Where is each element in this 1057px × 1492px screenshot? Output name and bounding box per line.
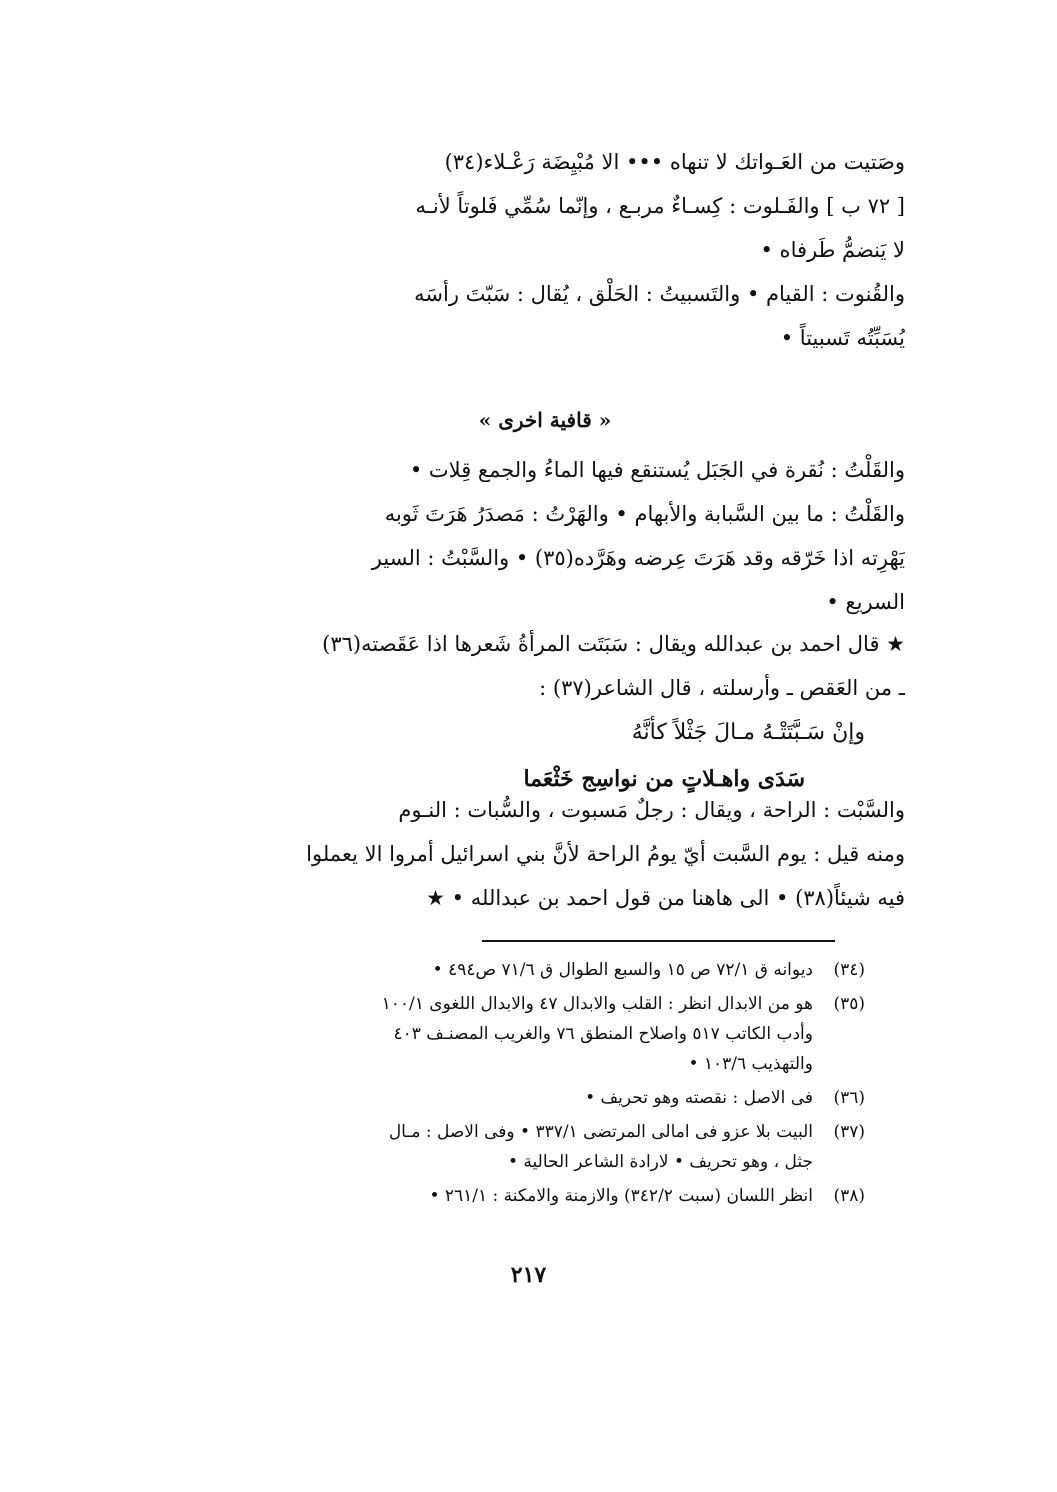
footnote-text — [185, 955, 813, 985]
footnote-line: جثل ، وهو تحريف • لارادة الشاعر الحالية • — [507, 1152, 813, 1172]
footnote-number: (٣٨) — [833, 1186, 865, 1206]
footnote-line: ديوانه ق ٧٢/١ ص ١٥ والسبع الطوال ق ٧١/٦ ص٤٩٤ • — [432, 960, 813, 980]
footnote-number: (٣٦) — [833, 1088, 865, 1108]
footnote-text — [185, 989, 813, 1079]
footnote-text — [185, 1083, 813, 1113]
text-line: ★ قال احمد بن عبدالله ويقال : سَبَتَت المرأةُ شَعرها اذا عَقَصته(٣٦) — [322, 632, 905, 656]
footnote-number: (٣٧) — [833, 1122, 865, 1142]
text-line: يَهْرِته اذا خَرّقه وقد هَرَتَ عِرضه وهَرَّده(٣٥) • والسَّبْتُ : السير — [371, 546, 905, 570]
text-line: والقَلْتُ : ما بين السَّبابة والأبهام • والهَرْتُ : مَصدَرُ هَرَتَ ثَوبه — [384, 502, 905, 526]
text-line: يُسَبِّتُه تَسبيتاً • — [780, 326, 905, 350]
footnote-line: هو من الابدال انظر : القلب والابدال ٤٧ والابدال اللغوى ١٠٠/١ — [381, 994, 813, 1014]
text-line: والسَّبْت : الراحة ، ويقال : رجلٌ مَسبوت ، والسُّبات : النـوم — [398, 798, 905, 822]
footnote — [185, 955, 865, 985]
poem-verse-second-hemistich: سَدَى واهـلاتٍ من نواسِج خَثْعَما — [523, 766, 805, 792]
footnote-separator — [482, 940, 835, 942]
poem-verse-first-hemistich: وإنْ سَـبَّتَتْـهُ مـالَ جَثْلاً كأنَّهُ — [631, 720, 865, 745]
text-line: فيه شيئاً(٣٨) • الى هاهنا من قول احمد بن عبدالله • ★ — [426, 886, 905, 910]
footnote-line: فى الاصل : نقصته وهو تحريف • — [585, 1088, 813, 1108]
footnote — [185, 1083, 865, 1113]
footnote-line: والتهذيب ١٠٣/٦ • — [688, 1054, 813, 1074]
text-line: [ ٧٢ ب ] والفَـلوت : كِسـاءٌ مربـع ، وإنّما سُمِّي فَلوتاً لأنـه — [415, 194, 905, 218]
footnote — [185, 1117, 865, 1177]
footnote-number: (٣٤) — [833, 960, 865, 980]
footnote-line: انظر اللسان (سبت ٣٤٢/٢) والازمنة والامكنة : ٢٦١/١ • — [429, 1186, 813, 1206]
text-line: لا يَنضمُّ طَرفاه • — [760, 238, 905, 262]
footnote-text — [185, 1117, 813, 1177]
section-heading: « قافية اخرى » — [478, 408, 612, 432]
footnote — [185, 1181, 865, 1211]
page-number: ٢١٧ — [510, 1262, 547, 1288]
text-line: والقَلْتُ : نُقرة في الجَبَل يُستنقع فيها الماءُ والجمع قِلات • — [409, 458, 905, 482]
paragraph-sabt — [185, 788, 905, 920]
text-line: ومنه قيل : يوم السَّبت أيّ يومُ الراحة لأنَّ بني اسرائيل أمروا الا يعملوا — [306, 842, 905, 866]
text-line: والقُنوت : القيام • والتَسبيتُ : الحَلْق ، يُقال : سَبّتَ رأسَه — [414, 282, 905, 306]
text-line: السريع • — [826, 590, 905, 614]
footnote — [185, 989, 865, 1079]
footnotes — [185, 955, 865, 1215]
text-line: ـ من العَقص ـ وأرسلته ، قال الشاعر(٣٧) : — [539, 676, 905, 700]
footnote-number: (٣٥) — [833, 994, 865, 1014]
text-line: وصَتيت من العَـواتك لا تنهاه ••• الا مُبْيِضَة رَعْـلاء(٣٤) — [444, 150, 905, 174]
paragraph-qalt — [185, 448, 905, 624]
footnote-line: وأدب الكاتب ٥١٧ واصلاح المنطق ٧٦ والغريب المصنـف ٤٠٣ — [393, 1024, 813, 1044]
footnote-text — [185, 1181, 813, 1211]
footnote-line: البيت بلا عزو فى امالى المرتضى ٣٣٧/١ • وفى الاصل : مـال — [388, 1122, 813, 1142]
opening-text-block — [185, 140, 905, 360]
paragraph-quote — [185, 622, 905, 802]
